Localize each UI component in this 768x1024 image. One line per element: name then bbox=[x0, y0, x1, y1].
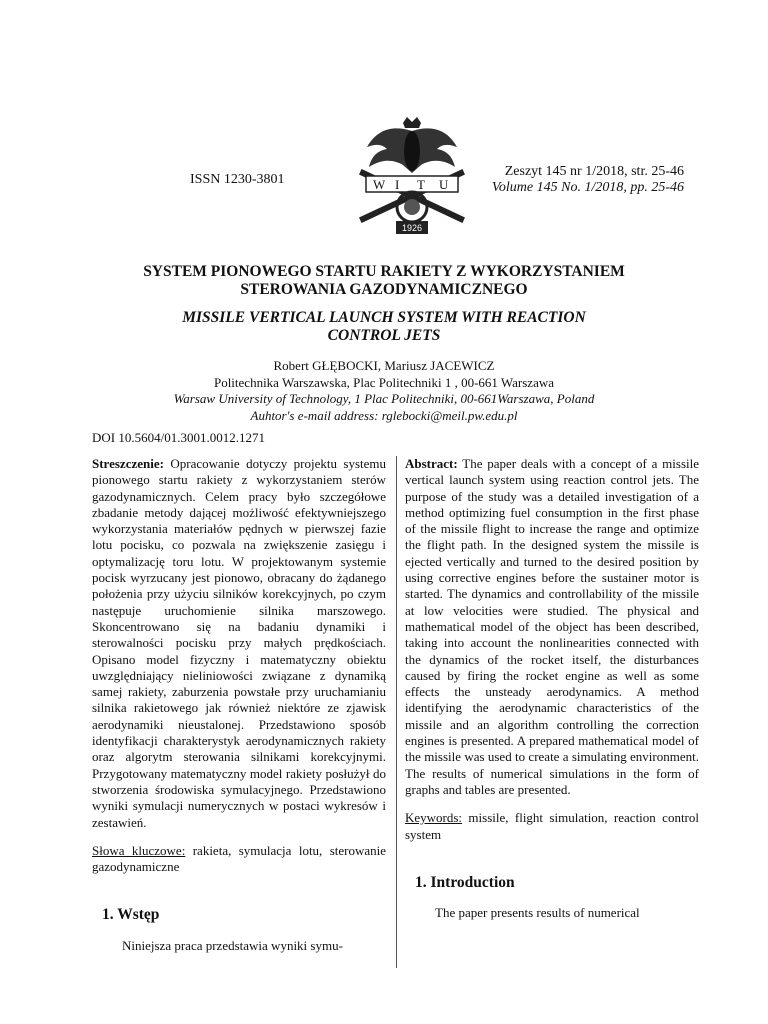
doi-identifier: DOI 10.5604/01.3001.0012.1271 bbox=[92, 430, 265, 445]
title-polish-line: STEROWANIA GAZODYNAMICZNEGO bbox=[240, 281, 528, 298]
left-column-polish bbox=[92, 456, 386, 954]
keywords-english bbox=[405, 810, 699, 843]
abstract-english bbox=[405, 456, 699, 798]
column-divider bbox=[396, 456, 397, 968]
author-block bbox=[40, 358, 728, 424]
keywords-label-polish: Słowa kluczowe: bbox=[92, 842, 186, 858]
issn-number: ISSN 1230-3801 bbox=[190, 172, 285, 187]
abstract-polish bbox=[92, 456, 386, 831]
section-heading-wstep: 1. Wstęp bbox=[102, 906, 160, 924]
logo-year: 1926 bbox=[401, 223, 423, 233]
witu-emblem-logo bbox=[353, 115, 471, 237]
abstract-label-english: Abstract: bbox=[405, 456, 458, 471]
right-column-english bbox=[405, 456, 699, 921]
title-english bbox=[40, 309, 728, 345]
intro-paragraph-polish: Niniejsza praca przedstawia wyniki symu- bbox=[122, 937, 343, 953]
title-english-line: CONTROL JETS bbox=[327, 327, 441, 344]
keywords-polish bbox=[92, 843, 386, 876]
logo-letter-i: I bbox=[395, 177, 400, 192]
author-names: Robert GŁĘBOCKI, Mariusz JACEWICZ bbox=[273, 358, 495, 373]
affiliation-polish: Politechnika Warszawska, Plac Politechniki 1 , 00-661 Warszawa bbox=[213, 374, 555, 390]
section-heading-introduction: 1. Introduction bbox=[415, 873, 515, 891]
issue-info-pl: Zeszyt 145 nr 1/2018, str. 25-46 bbox=[504, 164, 684, 179]
abstract-label-polish: Streszczenie: bbox=[92, 456, 164, 471]
logo-letter-w: W bbox=[373, 177, 386, 192]
keywords-text-english: missile, flight simulation, reaction control system bbox=[405, 810, 699, 842]
title-polish-line: SYSTEM PIONOWEGO STARTU RAKIETY Z WYKORZYSTANIEM bbox=[143, 263, 625, 280]
eagle-emblem-icon bbox=[353, 115, 471, 237]
logo-letter-t: T bbox=[417, 177, 425, 192]
intro-paragraph-english: The paper presents results of numerical bbox=[435, 905, 640, 921]
keywords-label-english: Keywords: bbox=[405, 810, 463, 826]
title-polish bbox=[40, 263, 728, 299]
keywords-text-polish: rakieta, symulacja lotu, sterowanie gazodynamiczne bbox=[92, 842, 387, 875]
logo-letter-u: U bbox=[439, 177, 449, 192]
affiliation-english: Warsaw University of Technology, 1 Plac Politechniki, 00-661Warszawa, Poland bbox=[173, 391, 595, 406]
issue-info-en: Volume 145 No. 1/2018, pp. 25-46 bbox=[491, 180, 684, 195]
issue-info bbox=[474, 164, 684, 196]
paper-titles bbox=[40, 263, 728, 345]
abstract-text-polish: Opracowanie dotyczy projektu systemu pionowego startu rakiety z wykorzystaniem sterów gazodynamicznych. Celem pracy było szczegółowe zbadanie metody dającej możliwość efektywniejszego wykorzystania materiałów pędnych w pierwszej fazie lotu pocisku, co pozwala na zwiększenie zasięgu i optymalizację toru lotu. W projektowanym systemie pocisk wyrzucany jest pionowo, obracany do żądanego położenia przy użyciu silników korekcyjnych, po czym następuje uruchomienie silnika marszowego. Skoncentrowano się na badaniu dynamiki i sterowalności pocisku przy małych prędkościach. Opisano model fizyczny i matematyczny obiektu uwzględniający nieliniowości związane z dynamiką samej rakiety, zaburzenia powstałe przy uruchamianiu silnika rakietowego jak również niektóre ze zjawisk aerodynamiki nieustalonej. Przedstawiono sposób identyfikacji charakterystyk aerodynamicznych rakiety oraz algorytm sterowania silnikami korekcyjnymi. Przygotowany matematyczny model rakiety posłużył do stworzenia środowiska symulacyjnego. Przedstawiono wyniki symulacji numerycznych w postaci wykresów i zestawień. bbox=[92, 456, 387, 830]
author-email: Auhtor's e-mail address: rglebocki@meil.pw.edu.pl bbox=[250, 407, 518, 423]
title-english-line: MISSILE VERTICAL LAUNCH SYSTEM WITH REACTION bbox=[182, 309, 586, 326]
abstract-text-english: The paper deals with a concept of a missile vertical launch system using reaction control jets. The purpose of the study was a detailed investigation of a method optimizing fuel consumption in the first phase of the missile flight to increase the range and optimize the flight path. In the designed system the missile is ejected vertically and turned to the desired position by using corrective engines before the sustainer motor is started. The dynamics and controllability of the missile at low velocities were studied. The physical and mathematical model of the object has been described, taking into account the nonlinearities connected with the dynamics of the rocket itself, the disturbances caused by firing the rocket engine as well as some effects the unsteady aerodynamics. A method identifying the aerodynamic characteristics of the missile and an algorithm controlling the correction engines is presented. A prepared mathematical model of the missile was used to create a simulating environment. The results of numerical simulations in the form of graphs and tables are presented. bbox=[405, 456, 700, 797]
